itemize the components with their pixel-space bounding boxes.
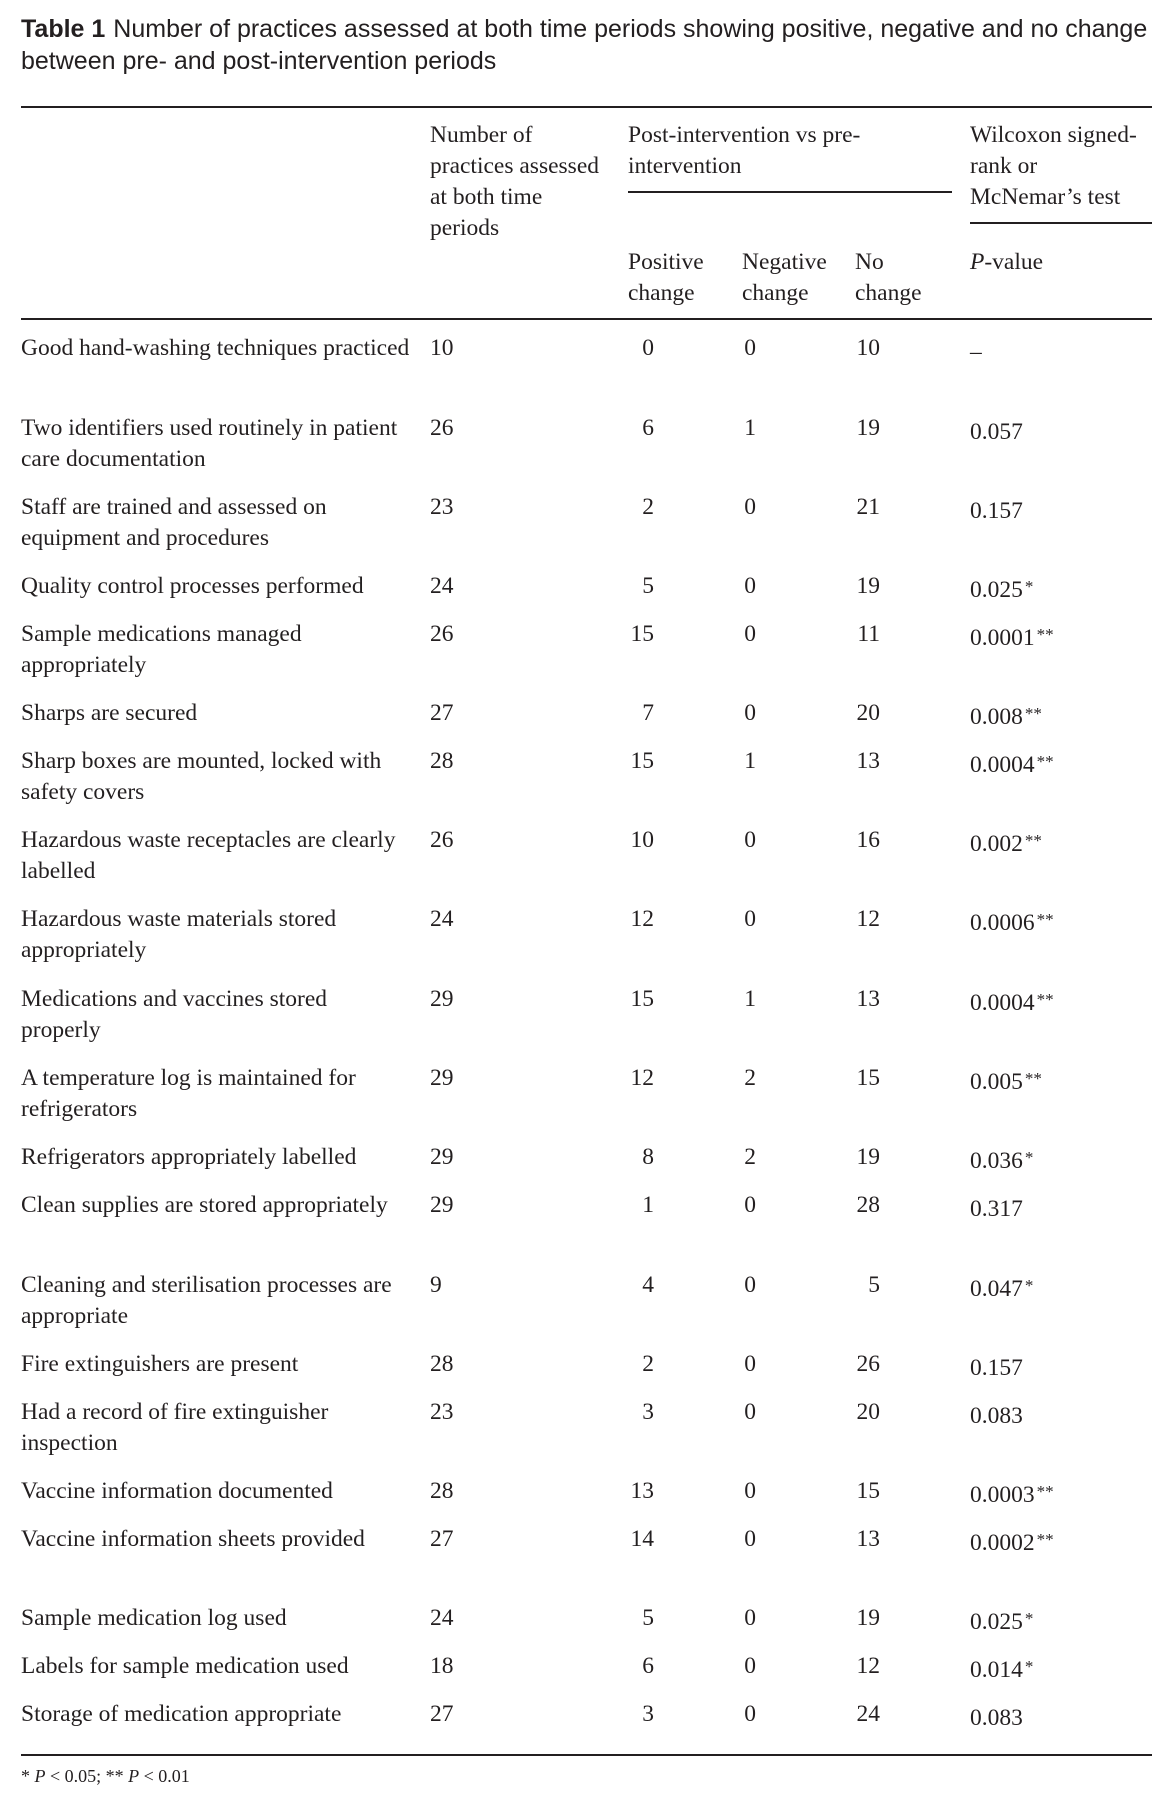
cell-number-assessed: 28 — [430, 748, 454, 774]
row-label: Sharp boxes are mounted, locked with safety covers — [21, 748, 382, 805]
cell-number-assessed: 29 — [430, 1192, 454, 1218]
cell-positive-change: 2 — [642, 1351, 654, 1377]
cell-p-value — [970, 825, 1150, 860]
header-negative-change: Negative change — [742, 249, 827, 306]
row-label: Labels for sample medication used — [21, 1653, 349, 1679]
cell-negative-change: 0 — [744, 700, 756, 726]
cell-positive-change: 14 — [630, 1526, 654, 1552]
p-value-text: 0.047 — [970, 1276, 1023, 1302]
cell-number-assessed: 28 — [430, 1351, 454, 1377]
row-label: Hazardous waste receptacles are clearly labelled — [21, 827, 396, 884]
header-p-suffix: -value — [984, 249, 1044, 275]
footnote-threshold-1: < 0.05; — [45, 1766, 102, 1786]
p-value-text: – — [970, 339, 982, 365]
cell-number-assessed: 27 — [430, 1701, 454, 1727]
cell-no-change: 5 — [868, 1272, 880, 1298]
row-label: Vaccine information documented — [21, 1478, 333, 1504]
cell-no-change: 21 — [856, 494, 880, 520]
cell-no-change: 28 — [856, 1192, 880, 1218]
cell-number-assessed: 9 — [430, 1272, 442, 1298]
cell-positive-change: 5 — [642, 1605, 654, 1631]
table-caption — [21, 13, 1151, 77]
cell-negative-change: 0 — [744, 1605, 756, 1631]
significance-marker: * — [1024, 1148, 1034, 1167]
p-value-text: 0.025 — [970, 577, 1023, 603]
bottom-rule — [21, 1754, 1152, 1756]
cell-positive-change: 6 — [642, 415, 654, 441]
cell-p-value — [970, 1063, 1150, 1098]
cell-no-change: 19 — [856, 415, 880, 441]
cell-negative-change: 0 — [744, 1478, 756, 1504]
row-label: Sample medication log used — [21, 1605, 287, 1631]
header-test: Wilcoxon signed-rank or McNemar’s test — [970, 122, 1137, 210]
cell-p-value — [970, 904, 1150, 939]
cell-number-assessed: 28 — [430, 1478, 454, 1504]
cell-positive-change: 15 — [630, 748, 654, 774]
cell-positive-change: 0 — [642, 335, 654, 361]
cell-negative-change: 0 — [744, 335, 756, 361]
cell-negative-change: 1 — [744, 986, 756, 1012]
significance-marker: * — [1024, 1657, 1034, 1676]
cell-number-assessed: 10 — [430, 335, 454, 361]
row-label: Good hand-washing techniques practiced — [21, 335, 410, 361]
cell-number-assessed: 27 — [430, 700, 454, 726]
row-label: A temperature log is maintained for refrigerators — [21, 1065, 356, 1122]
cell-number-assessed: 26 — [430, 827, 454, 853]
cell-negative-change: 2 — [744, 1144, 756, 1170]
p-value-text: 0.005 — [970, 1069, 1023, 1095]
header-positive-change: Positive change — [628, 249, 704, 306]
row-label: Cleaning and sterilisation processes are appropriate — [21, 1272, 392, 1329]
cell-p-value — [970, 1699, 1150, 1734]
significance-marker: ** — [1036, 625, 1054, 644]
cell-no-change: 13 — [856, 748, 880, 774]
footnote-p-1: P — [34, 1766, 46, 1786]
cell-positive-change: 15 — [630, 621, 654, 647]
header-post-vs-pre: Post-intervention vs pre-intervention — [628, 122, 861, 179]
cell-positive-change: 8 — [642, 1144, 654, 1170]
row-label: Medications and vaccines stored properly — [21, 986, 328, 1043]
cell-p-value — [970, 333, 1150, 368]
top-rule — [21, 106, 1152, 108]
cell-p-value — [970, 746, 1150, 781]
cell-no-change: 24 — [856, 1701, 880, 1727]
footnote-star-2: ** — [105, 1766, 124, 1786]
p-value-text: 0.083 — [970, 1705, 1023, 1731]
footnote-threshold-2: < 0.01 — [139, 1766, 190, 1786]
cell-number-assessed: 18 — [430, 1653, 454, 1679]
cell-no-change: 26 — [856, 1351, 880, 1377]
p-value-text: 0.014 — [970, 1657, 1023, 1683]
cell-p-value — [970, 1524, 1150, 1559]
cell-positive-change: 10 — [630, 827, 654, 853]
cell-no-change: 12 — [856, 1653, 880, 1679]
cell-number-assessed: 24 — [430, 906, 454, 932]
row-label: Vaccine information sheets provided — [21, 1526, 365, 1552]
cell-no-change: 12 — [856, 906, 880, 932]
cell-p-value — [970, 571, 1150, 606]
p-value-text: 0.157 — [970, 498, 1023, 524]
cell-positive-change: 5 — [642, 573, 654, 599]
cell-number-assessed: 26 — [430, 415, 454, 441]
cell-negative-change: 2 — [744, 1065, 756, 1091]
cell-p-value — [970, 1397, 1150, 1432]
cell-no-change: 19 — [856, 1144, 880, 1170]
cell-negative-change: 1 — [744, 415, 756, 441]
footnote-p-2: P — [128, 1766, 140, 1786]
row-label: Staff are trained and assessed on equipment and procedures — [21, 494, 327, 551]
cell-number-assessed: 23 — [430, 494, 454, 520]
cell-positive-change: 1 — [642, 1192, 654, 1218]
significance-marker: ** — [1024, 831, 1042, 850]
header-rule — [21, 318, 1152, 320]
cell-negative-change: 0 — [744, 1526, 756, 1552]
p-value-text: 0.0006 — [970, 910, 1035, 936]
cell-negative-change: 0 — [744, 494, 756, 520]
p-value-text: 0.057 — [970, 419, 1023, 445]
row-label: Quality control processes performed — [21, 573, 364, 599]
row-label: Refrigerators appropriately labelled — [21, 1144, 357, 1170]
header-p-letter: P — [970, 249, 985, 275]
significance-marker: * — [1024, 1609, 1034, 1628]
header-subrule-test — [970, 222, 1152, 224]
significance-marker: ** — [1036, 1482, 1054, 1501]
significance-marker: ** — [1024, 1069, 1042, 1088]
p-value-text: 0.083 — [970, 1403, 1023, 1429]
cell-positive-change: 13 — [630, 1478, 654, 1504]
table-label: Table 1 — [21, 15, 106, 43]
cell-negative-change: 1 — [744, 748, 756, 774]
cell-no-change: 16 — [856, 827, 880, 853]
significance-marker: ** — [1036, 990, 1054, 1009]
cell-no-change: 20 — [856, 1399, 880, 1425]
cell-p-value — [970, 1476, 1150, 1511]
cell-p-value — [970, 1651, 1150, 1686]
row-label: Fire extinguishers are present — [21, 1351, 299, 1377]
cell-negative-change: 0 — [744, 1351, 756, 1377]
cell-positive-change: 2 — [642, 494, 654, 520]
p-value-text: 0.008 — [970, 704, 1023, 730]
cell-p-value — [970, 1142, 1150, 1177]
cell-negative-change: 0 — [744, 827, 756, 853]
p-value-text: 0.025 — [970, 1609, 1023, 1635]
cell-number-assessed: 27 — [430, 1526, 454, 1552]
cell-no-change: 19 — [856, 1605, 880, 1631]
cell-no-change: 20 — [856, 700, 880, 726]
cell-negative-change: 0 — [744, 906, 756, 932]
significance-marker: ** — [1036, 910, 1054, 929]
cell-p-value — [970, 698, 1150, 733]
cell-number-assessed: 29 — [430, 986, 454, 1012]
header-p-value — [970, 247, 1150, 278]
significance-marker: ** — [1036, 1530, 1054, 1549]
significance-marker: * — [1024, 1276, 1034, 1295]
significance-marker: * — [1024, 577, 1034, 596]
p-value-text: 0.0002 — [970, 1530, 1035, 1556]
cell-negative-change: 0 — [744, 1192, 756, 1218]
cell-p-value — [970, 1190, 1150, 1225]
cell-p-value — [970, 413, 1150, 448]
cell-number-assessed: 29 — [430, 1065, 454, 1091]
row-label: Sample medications managed appropriately — [21, 621, 302, 678]
cell-positive-change: 3 — [642, 1701, 654, 1727]
p-value-text: 0.002 — [970, 831, 1023, 857]
cell-no-change: 11 — [857, 621, 880, 647]
significance-marker: ** — [1036, 752, 1054, 771]
row-label: Hazardous waste materials stored appropriately — [21, 906, 337, 963]
cell-no-change: 13 — [856, 986, 880, 1012]
table-title: Number of practices assessed at both time periods showing positive, negative and no change between pre- and post-intervention periods — [21, 15, 1148, 75]
header-number-assessed: Number of practices assessed at both time periods — [430, 122, 599, 241]
cell-no-change: 15 — [856, 1478, 880, 1504]
cell-p-value — [970, 1603, 1150, 1638]
row-label: Had a record of fire extinguisher inspection — [21, 1399, 329, 1456]
cell-no-change: 10 — [856, 335, 880, 361]
cell-positive-change: 7 — [642, 700, 654, 726]
cell-number-assessed: 23 — [430, 1399, 454, 1425]
cell-no-change: 13 — [856, 1526, 880, 1552]
cell-negative-change: 0 — [744, 573, 756, 599]
p-value-text: 0.317 — [970, 1196, 1023, 1222]
cell-negative-change: 0 — [744, 621, 756, 647]
cell-number-assessed: 24 — [430, 1605, 454, 1631]
cell-p-value — [970, 619, 1150, 654]
cell-p-value — [970, 984, 1150, 1019]
cell-no-change: 15 — [856, 1065, 880, 1091]
p-value-text: 0.0004 — [970, 990, 1035, 1016]
header-subrule-change — [628, 191, 952, 193]
row-label: Sharps are secured — [21, 700, 198, 726]
cell-positive-change: 6 — [642, 1653, 654, 1679]
row-label: Two identifiers used routinely in patient care documentation — [21, 415, 398, 472]
cell-negative-change: 0 — [744, 1272, 756, 1298]
p-value-text: 0.0004 — [970, 752, 1035, 778]
cell-no-change: 19 — [856, 573, 880, 599]
footnote-star-1: * — [21, 1766, 30, 1786]
cell-positive-change: 4 — [642, 1272, 654, 1298]
p-value-text: 0.0003 — [970, 1482, 1035, 1508]
p-value-text: 0.0001 — [970, 625, 1035, 651]
header-no-change: No change — [855, 249, 922, 306]
cell-p-value — [970, 492, 1150, 527]
p-value-text: 0.036 — [970, 1148, 1023, 1174]
cell-number-assessed: 24 — [430, 573, 454, 599]
cell-negative-change: 0 — [744, 1653, 756, 1679]
cell-number-assessed: 26 — [430, 621, 454, 647]
p-value-text: 0.157 — [970, 1355, 1023, 1381]
cell-positive-change: 15 — [630, 986, 654, 1012]
cell-p-value — [970, 1270, 1150, 1305]
cell-positive-change: 3 — [642, 1399, 654, 1425]
cell-negative-change: 0 — [744, 1399, 756, 1425]
table-footnote — [21, 1764, 190, 1788]
cell-positive-change: 12 — [630, 1065, 654, 1091]
significance-marker: ** — [1024, 704, 1042, 723]
cell-number-assessed: 29 — [430, 1144, 454, 1170]
cell-p-value — [970, 1349, 1150, 1384]
cell-negative-change: 0 — [744, 1701, 756, 1727]
row-label: Clean supplies are stored appropriately — [21, 1192, 388, 1218]
cell-positive-change: 12 — [630, 906, 654, 932]
row-label: Storage of medication appropriate — [21, 1701, 342, 1727]
